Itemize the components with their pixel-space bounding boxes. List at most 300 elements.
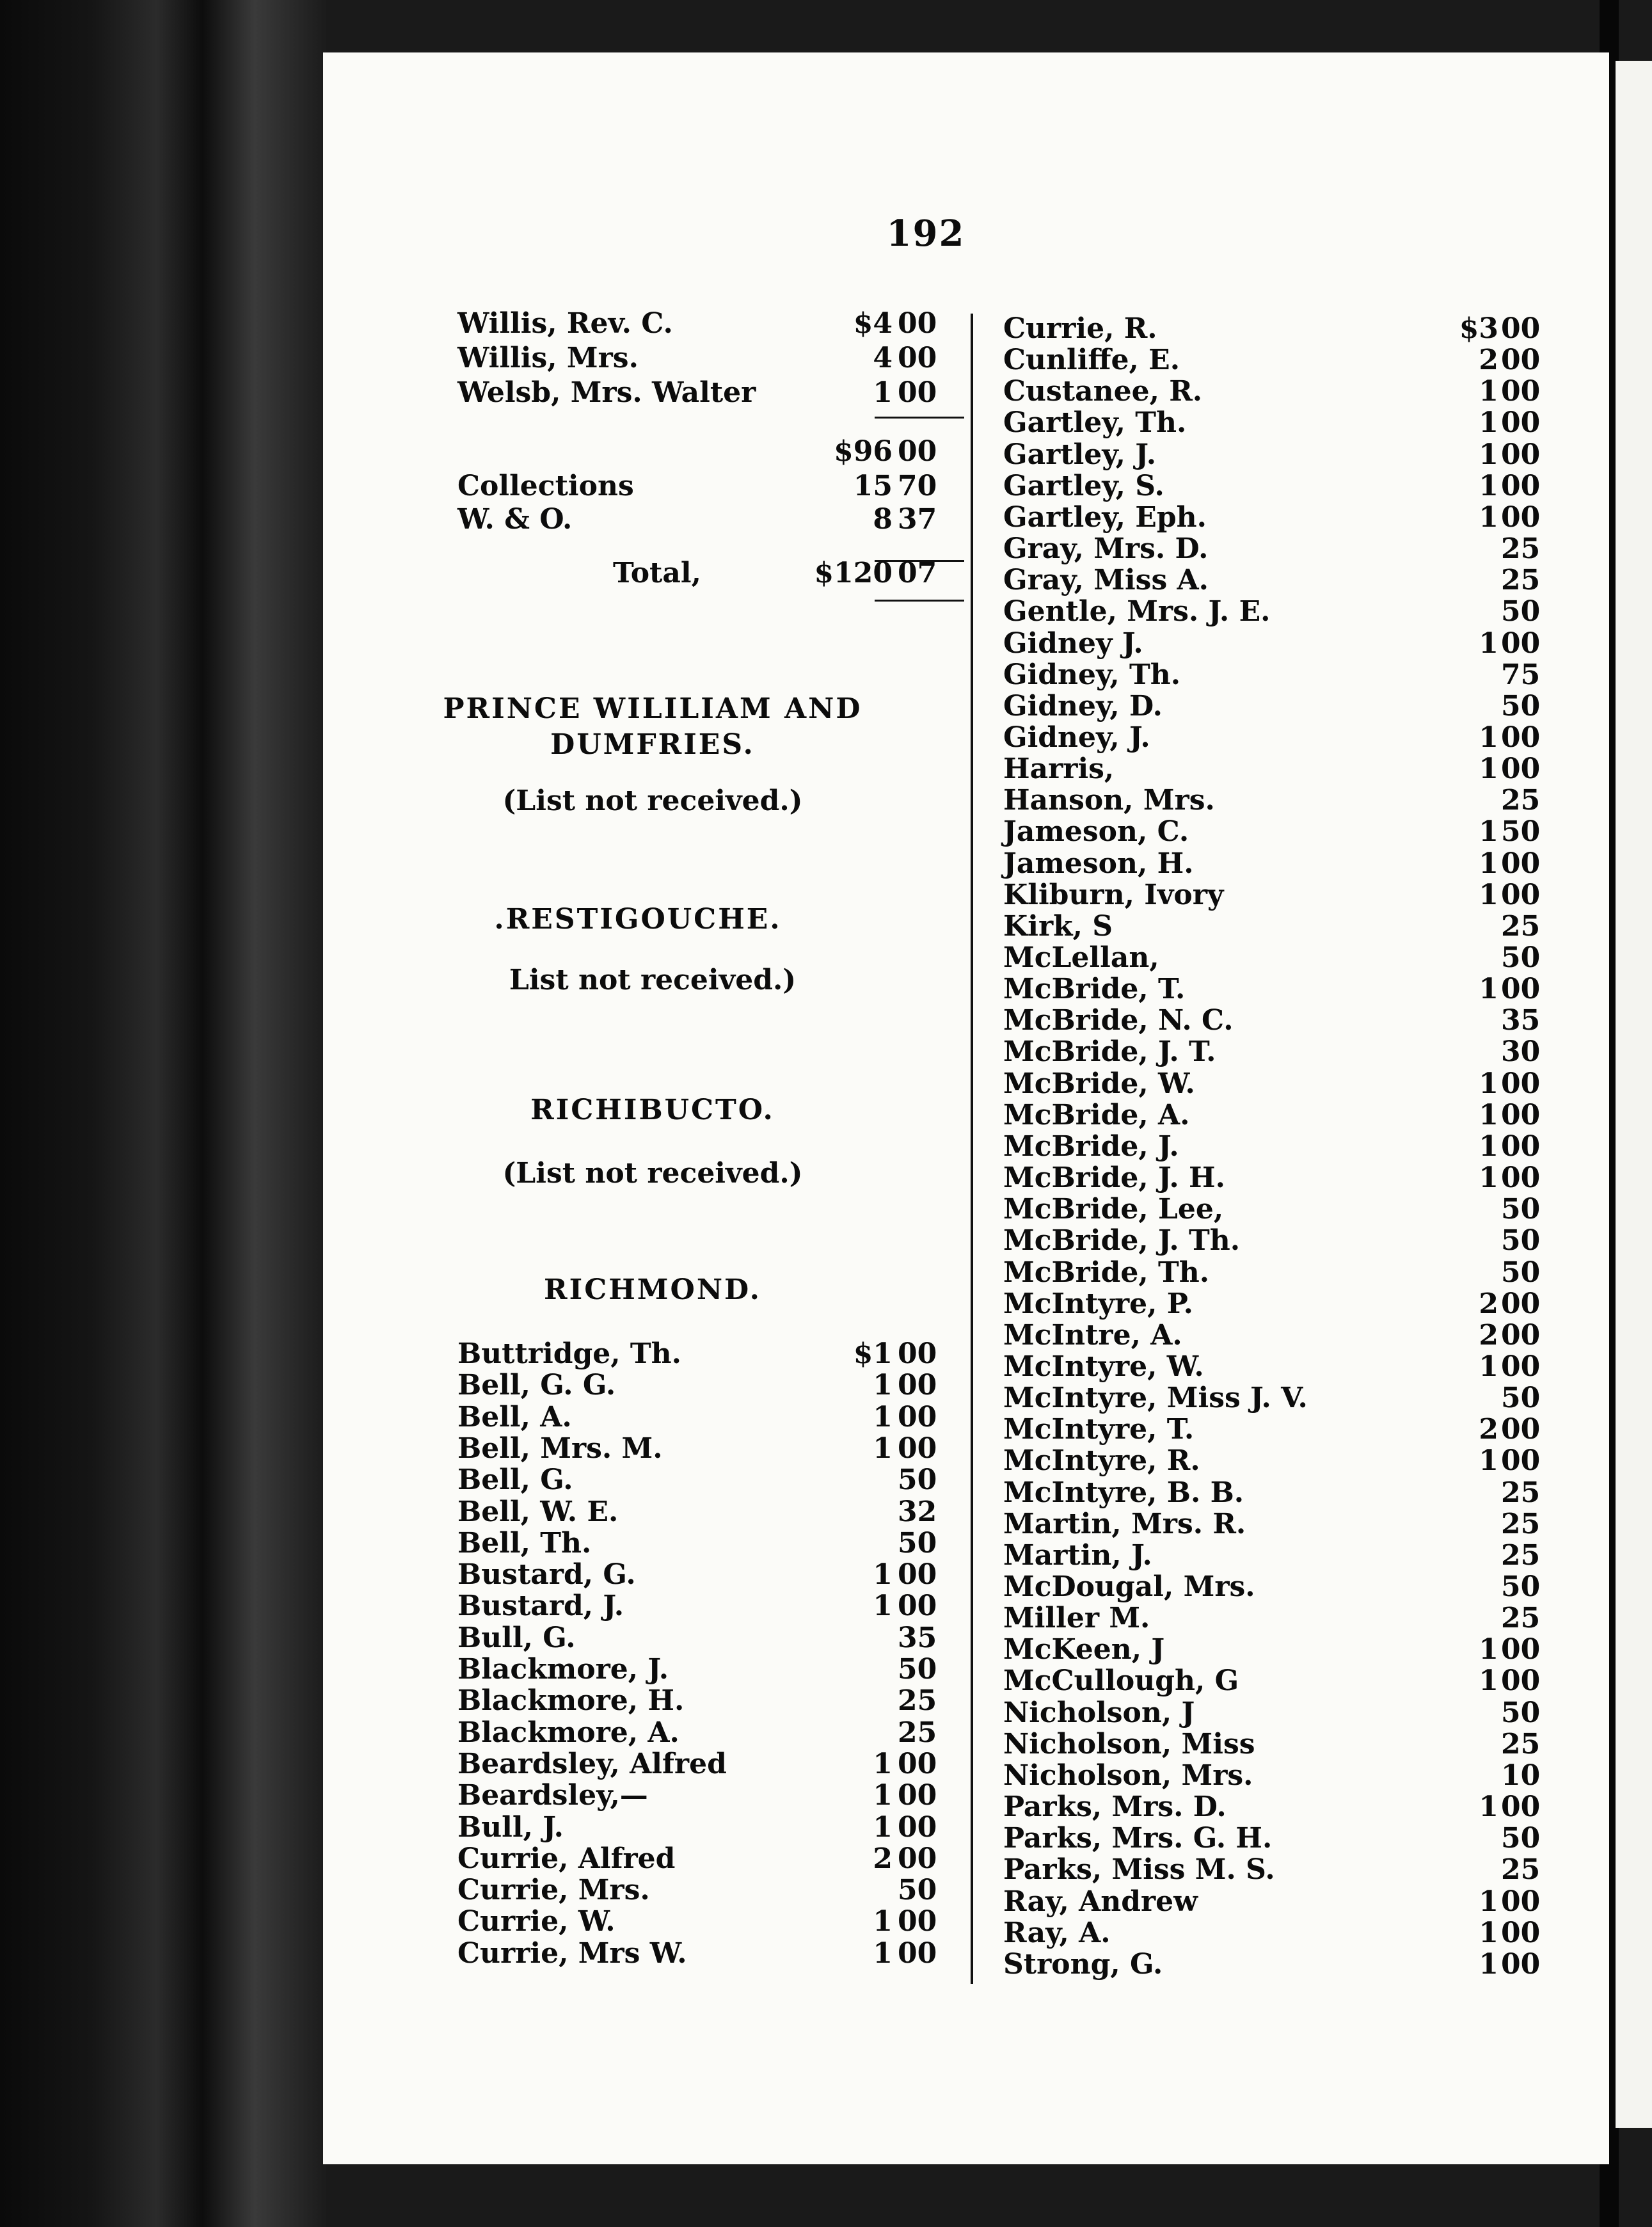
page-number: 192 — [886, 212, 965, 255]
entry-dollars: 1 — [1479, 1664, 1498, 1697]
entry-dollars: 1 — [873, 1811, 893, 1844]
section-heading-richmond: RICHMOND. — [544, 1273, 761, 1306]
entry-cents: 00 — [1501, 312, 1541, 345]
richmond-entry-row — [457, 1874, 969, 1907]
right-entry-row — [1003, 1350, 1560, 1384]
entry-dollars: 1 — [1479, 501, 1498, 534]
right-entry-row — [1003, 1476, 1560, 1510]
entry-dollars: 1 — [1479, 1917, 1498, 1949]
entry-name: Bell, G. G. — [457, 1369, 616, 1401]
entry-dollars: 2 — [1479, 1288, 1498, 1320]
entry-dollars: 1 — [1479, 1161, 1498, 1194]
entry-name: McBride, A. — [1003, 1099, 1190, 1131]
entry-cents: 50 — [1501, 941, 1541, 974]
richmond-entry-row — [457, 1716, 969, 1750]
section-heading-richibucto: RICHIBUCTO. — [530, 1094, 775, 1126]
entry-cents: 25 — [1501, 564, 1541, 596]
entry-dollars: 1 — [1479, 375, 1498, 408]
entry-cents: 00 — [898, 1905, 937, 1938]
right-entry-row — [1003, 973, 1560, 1006]
entry-name: Cunliffe, E. — [1003, 344, 1180, 376]
entry-cents: 00 — [1501, 1885, 1541, 1918]
entry-name: Parks, Miss M. S. — [1003, 1853, 1275, 1886]
right-entry-row — [1003, 406, 1560, 440]
entry-name: McBride, W. — [1003, 1067, 1195, 1100]
right-entry-row — [1003, 1664, 1560, 1698]
richmond-entry-row — [457, 1401, 969, 1434]
entry-name: Bull, J. — [457, 1811, 564, 1844]
entry-dollars: 1 — [873, 1590, 893, 1622]
entry-dollars: 1 — [1479, 721, 1498, 754]
entry-dollars: $96 — [834, 435, 893, 468]
entry-cents: 50 — [1501, 595, 1541, 628]
entry-cents: 25 — [1501, 784, 1541, 817]
section-heading-line: PRINCE WILILIAM AND — [443, 692, 862, 725]
entry-name: McIntyre, R. — [1003, 1444, 1200, 1477]
right-entry-row — [1003, 879, 1560, 912]
entry-dollars: 2 — [1479, 1319, 1498, 1352]
opening-entry-row — [457, 342, 969, 375]
entry-cents: 00 — [1501, 470, 1541, 502]
entry-cents: 25 — [1501, 1853, 1541, 1886]
right-entry-row — [1003, 1382, 1560, 1415]
entry-name: McBride, J. Th. — [1003, 1224, 1241, 1257]
entry-name: Gidney, J. — [1003, 721, 1150, 754]
richmond-entry-row — [457, 1779, 969, 1812]
entry-cents: 00 — [1501, 753, 1541, 785]
entry-cents: 25 — [1501, 1508, 1541, 1540]
right-entry-row — [1003, 1508, 1560, 1541]
entry-cents: 00 — [1501, 847, 1541, 880]
right-entry-row — [1003, 941, 1560, 975]
right-entry-row — [1003, 627, 1560, 660]
entry-dollars: 1 — [1479, 1885, 1498, 1918]
entry-name: W. & O. — [457, 503, 573, 536]
summary-row — [457, 470, 969, 503]
right-entry-row — [1003, 753, 1560, 786]
right-entry-row — [1003, 1822, 1560, 1855]
entry-name: McLellan, — [1003, 941, 1159, 974]
right-entry-row — [1003, 1444, 1560, 1478]
entry-cents: 25 — [1501, 1728, 1541, 1760]
entry-name: McBride, Th. — [1003, 1256, 1210, 1289]
right-entry-row — [1003, 438, 1560, 472]
entry-cents: 00 — [1501, 1099, 1541, 1131]
entry-cents: 00 — [898, 1369, 937, 1401]
entry-cents: 00 — [898, 1842, 937, 1875]
entry-dollars: 1 — [1479, 847, 1498, 880]
right-entry-row — [1003, 564, 1560, 597]
right-entry-row — [1003, 1413, 1560, 1446]
entry-cents: 25 — [898, 1684, 937, 1717]
entry-cents: 75 — [1501, 659, 1541, 691]
entry-dollars: 1 — [1479, 753, 1498, 785]
section-heading-restigouche: .RESTIGOUCHE. — [494, 903, 782, 936]
entry-name: Bell, W. E. — [457, 1496, 619, 1528]
entry-dollars: 1 — [1479, 1067, 1498, 1100]
entry-dollars: 2 — [1479, 1413, 1498, 1446]
entry-cents: 50 — [1501, 1822, 1541, 1855]
entry-dollars: 1 — [1479, 1099, 1498, 1131]
richmond-entry-row — [457, 1653, 969, 1686]
right-entry-row — [1003, 375, 1560, 408]
entry-cents: 00 — [898, 1779, 937, 1812]
entry-dollars: 1 — [873, 1748, 893, 1780]
entry-name: Gidney, Th. — [1003, 659, 1181, 691]
richmond-entry-row — [457, 1369, 969, 1402]
right-entry-row — [1003, 1099, 1560, 1132]
entry-name: Gray, Mrs. D. — [1003, 532, 1209, 565]
richmond-entry-row — [457, 1622, 969, 1655]
entry-dollars: 1 — [1479, 1948, 1498, 1981]
subtotal-rule — [875, 417, 964, 419]
entry-cents: 00 — [898, 342, 937, 374]
right-entry-row — [1003, 1696, 1560, 1730]
entry-name: Hanson, Mrs. — [1003, 784, 1215, 817]
entry-name: McKeen, J — [1003, 1633, 1165, 1666]
entry-name: Jameson, C. — [1003, 815, 1189, 848]
entry-dollars: 2 — [873, 1842, 893, 1875]
entry-cents: 50 — [898, 1653, 937, 1686]
entry-name: Currie, Mrs. — [457, 1874, 650, 1906]
entry-cents: 37 — [898, 503, 937, 536]
entry-cents: 50 — [1501, 1570, 1541, 1603]
entry-cents: 00 — [1501, 501, 1541, 534]
right-entry-row — [1003, 532, 1560, 566]
entry-name: Welsb, Mrs. Walter — [457, 376, 756, 409]
right-entry-row — [1003, 1256, 1560, 1289]
entry-name: Parks, Mrs. D. — [1003, 1791, 1227, 1823]
entry-cents: 00 — [1501, 1067, 1541, 1100]
entry-cents: 50 — [898, 1527, 937, 1560]
entry-cents: 00 — [1501, 1664, 1541, 1697]
richmond-entry-row — [457, 1811, 969, 1844]
entry-cents: 00 — [1501, 1161, 1541, 1194]
entry-name: Blackmore, H. — [457, 1684, 685, 1717]
entry-cents: 25 — [898, 1716, 937, 1749]
entry-dollars: 1 — [1479, 406, 1498, 439]
richmond-entry-row — [457, 1905, 969, 1938]
entry-name: Gidney J. — [1003, 627, 1143, 660]
right-entry-row — [1003, 1759, 1560, 1792]
right-entry-row — [1003, 1917, 1560, 1950]
right-entry-row — [1003, 1948, 1560, 1981]
entry-name: Gartley, Th. — [1003, 406, 1187, 439]
entry-name: Beardsley,— — [457, 1779, 648, 1812]
entry-dollars: 1 — [1479, 627, 1498, 660]
entry-name: Parks, Mrs. G. H. — [1003, 1822, 1273, 1855]
right-entry-row — [1003, 1539, 1560, 1572]
entry-dollars: $1 — [853, 1337, 893, 1370]
entry-cents: 00 — [898, 1401, 937, 1433]
right-entry-row — [1003, 501, 1560, 534]
entry-name: Bell, Th. — [457, 1527, 592, 1560]
summary-row — [457, 503, 969, 536]
entry-cents: 00 — [898, 1748, 937, 1780]
entry-dollars: 1 — [1479, 1130, 1498, 1163]
scan-dark-margin — [0, 0, 326, 2227]
entry-dollars: 8 — [873, 503, 893, 536]
entry-name: Gartley, S. — [1003, 470, 1164, 502]
richmond-entry-row — [457, 1937, 969, 1970]
total-dollars: $120 — [814, 557, 893, 589]
right-entry-row — [1003, 910, 1560, 943]
total-cents: 07 — [898, 557, 937, 589]
entry-cents: 50 — [1501, 1193, 1541, 1225]
richmond-entry-row — [457, 1558, 969, 1592]
entry-name: Willis, Mrs. — [457, 342, 639, 374]
summary-row — [457, 435, 969, 468]
right-entry-row — [1003, 815, 1560, 849]
section-heading-line: DUMFRIES. — [550, 728, 755, 761]
richmond-entry-row — [457, 1527, 969, 1560]
richmond-entry-row — [457, 1684, 969, 1718]
entry-cents: 32 — [898, 1496, 937, 1528]
entry-cents: 10 — [1501, 1759, 1541, 1792]
entry-cents: 25 — [1501, 1539, 1541, 1572]
entry-cents: 50 — [1501, 1224, 1541, 1257]
book-page — [323, 52, 1609, 2164]
right-entry-row — [1003, 1602, 1560, 1635]
entry-cents: 00 — [898, 1811, 937, 1844]
entry-name: Currie, Alfred — [457, 1842, 676, 1875]
right-entry-row — [1003, 312, 1560, 346]
entry-name: Beardsley, Alfred — [457, 1748, 727, 1780]
entry-name: McIntre, A. — [1003, 1319, 1182, 1352]
entry-dollars: 1 — [1479, 879, 1498, 911]
entry-cents: 30 — [1501, 1035, 1541, 1068]
entry-name: Ray, Andrew — [1003, 1885, 1198, 1918]
entry-cents: 00 — [1501, 1444, 1541, 1477]
right-entry-row — [1003, 784, 1560, 817]
total-double-rule — [875, 600, 964, 602]
total-label: Total, — [613, 557, 701, 589]
richmond-entry-row — [457, 1496, 969, 1529]
entry-name: Strong, G. — [1003, 1948, 1163, 1981]
entry-dollars: 1 — [873, 1369, 893, 1401]
entry-cents: 50 — [1501, 815, 1541, 848]
entry-cents: 00 — [898, 1937, 937, 1970]
richmond-entry-row — [457, 1432, 969, 1465]
entry-dollars: 1 — [1479, 470, 1498, 502]
entry-name: McDougal, Mrs. — [1003, 1570, 1255, 1603]
right-entry-row — [1003, 1570, 1560, 1604]
entry-name: Currie, Mrs W. — [457, 1937, 687, 1970]
entry-name: Kliburn, Ivory — [1003, 879, 1224, 911]
entry-name: Custanee, R. — [1003, 375, 1203, 408]
entry-cents: 35 — [1501, 1004, 1541, 1037]
entry-name: Currie, W. — [457, 1905, 616, 1938]
entry-name: Gidney, D. — [1003, 690, 1163, 722]
richmond-entry-row — [457, 1842, 969, 1876]
right-entry-row — [1003, 721, 1560, 754]
right-entry-row — [1003, 1791, 1560, 1824]
right-entry-row — [1003, 1130, 1560, 1163]
entry-name: Bustard, G. — [457, 1558, 636, 1591]
entry-dollars: 1 — [873, 1779, 893, 1812]
richmond-entry-row — [457, 1748, 969, 1781]
entry-cents: 00 — [1501, 344, 1541, 376]
entry-name: McBride, N. C. — [1003, 1004, 1234, 1037]
entry-cents: 25 — [1501, 1602, 1541, 1634]
entry-name: McIntyre, T. — [1003, 1413, 1195, 1446]
right-entry-row — [1003, 1633, 1560, 1666]
entry-cents: 00 — [1501, 1130, 1541, 1163]
entry-name: McIntyre, P. — [1003, 1288, 1193, 1320]
entry-dollars: 1 — [873, 1558, 893, 1591]
entry-cents: 50 — [1501, 1382, 1541, 1414]
entry-cents: 00 — [898, 1558, 937, 1591]
entry-cents: 00 — [1501, 375, 1541, 408]
right-entry-row — [1003, 344, 1560, 377]
entry-cents: 00 — [1501, 627, 1541, 660]
opening-entry-row — [457, 307, 969, 340]
right-entry-row — [1003, 847, 1560, 881]
entry-name: Nicholson, Miss — [1003, 1728, 1255, 1760]
entry-name: Buttridge, Th. — [457, 1337, 681, 1370]
entry-cents: 00 — [898, 376, 937, 409]
entry-name: Blackmore, A. — [457, 1716, 679, 1749]
entry-cents: 00 — [1501, 1948, 1541, 1981]
entry-dollars: 1 — [1479, 973, 1498, 1005]
right-entry-row — [1003, 1319, 1560, 1352]
entry-name: Kirk, S — [1003, 910, 1113, 943]
entry-name: McBride, J. H. — [1003, 1161, 1225, 1194]
entry-cents: 50 — [1501, 1696, 1541, 1729]
right-entry-row — [1003, 1004, 1560, 1037]
section-heading-prince-william — [409, 691, 896, 763]
entry-name: Gartley, J. — [1003, 438, 1157, 471]
entry-cents: 00 — [1501, 1319, 1541, 1352]
entry-name: Martin, J. — [1003, 1539, 1152, 1572]
entry-cents: 25 — [1501, 532, 1541, 565]
entry-dollars: 1 — [1479, 438, 1498, 471]
right-entry-row — [1003, 659, 1560, 692]
adjacent-page-edge — [1616, 61, 1652, 2128]
section-note-prince-william: (List not received.) — [502, 785, 803, 817]
entry-name: McBride, J. T. — [1003, 1035, 1216, 1068]
entry-dollars: 1 — [873, 376, 893, 409]
section-note-restigouche: List not received.) — [509, 964, 797, 996]
entry-cents: 50 — [1501, 1256, 1541, 1289]
right-entry-row — [1003, 1885, 1560, 1919]
richmond-entry-row — [457, 1337, 969, 1371]
right-entry-row — [1003, 1288, 1560, 1321]
entry-name: Bell, A. — [457, 1401, 572, 1433]
entry-cents: 00 — [898, 1432, 937, 1465]
entry-dollars: 1 — [1479, 1791, 1498, 1823]
entry-name: Bell, G. — [457, 1464, 573, 1496]
right-entry-row — [1003, 1728, 1560, 1761]
entry-name: McBride, Lee, — [1003, 1193, 1224, 1225]
entry-cents: 00 — [898, 1590, 937, 1622]
entry-cents: 00 — [1501, 1413, 1541, 1446]
entry-dollars: 1 — [1479, 815, 1498, 848]
entry-cents: 50 — [898, 1464, 937, 1496]
entry-cents: 00 — [898, 307, 937, 340]
entry-dollars: 1 — [1479, 1633, 1498, 1666]
entry-name: Gentle, Mrs. J. E. — [1003, 595, 1271, 628]
entry-cents: 00 — [1501, 1350, 1541, 1383]
right-entry-row — [1003, 1224, 1560, 1257]
entry-name: Collections — [457, 470, 634, 502]
right-entry-row — [1003, 1853, 1560, 1887]
right-entry-row — [1003, 690, 1560, 723]
entry-cents: 00 — [1501, 1917, 1541, 1949]
entry-name: McIntyre, B. B. — [1003, 1476, 1244, 1509]
entry-name: McBride, J. — [1003, 1130, 1179, 1163]
richmond-entry-row — [457, 1590, 969, 1623]
entry-name: Gartley, Eph. — [1003, 501, 1207, 534]
entry-cents: 50 — [1501, 690, 1541, 722]
entry-name: Nicholson, Mrs. — [1003, 1759, 1253, 1792]
entry-cents: 00 — [1501, 973, 1541, 1005]
richmond-entry-row — [457, 1464, 969, 1497]
entry-cents: 00 — [898, 1337, 937, 1370]
entry-cents: 00 — [1501, 1288, 1541, 1320]
entry-dollars: 4 — [873, 342, 893, 374]
total-row — [457, 557, 969, 590]
entry-dollars: 1 — [873, 1905, 893, 1938]
entry-cents: 00 — [1501, 721, 1541, 754]
right-entry-row — [1003, 1161, 1560, 1195]
entry-name: Nicholson, J — [1003, 1696, 1195, 1729]
entry-name: Jameson, H. — [1003, 847, 1194, 880]
entry-name: Miller M. — [1003, 1602, 1150, 1634]
entry-name: Ray, A. — [1003, 1917, 1111, 1949]
entry-name: Bustard, J. — [457, 1590, 624, 1622]
entry-cents: 00 — [1501, 438, 1541, 471]
entry-cents: 00 — [898, 435, 937, 468]
right-entry-row — [1003, 1035, 1560, 1069]
entry-name: McCullough, G — [1003, 1664, 1239, 1697]
entry-name: Blackmore, J. — [457, 1653, 669, 1686]
entry-name: Bell, Mrs. M. — [457, 1432, 663, 1465]
entry-dollars: 1 — [873, 1432, 893, 1465]
entry-cents: 00 — [1501, 1633, 1541, 1666]
entry-cents: 35 — [898, 1622, 937, 1654]
entry-name: Bull, G. — [457, 1622, 576, 1654]
entry-cents: 25 — [1501, 910, 1541, 943]
entry-name: McIntyre, Miss J. V. — [1003, 1382, 1308, 1414]
opening-entry-row — [457, 376, 969, 410]
entry-name: Currie, R. — [1003, 312, 1157, 345]
entry-cents: 70 — [898, 470, 937, 502]
entry-cents: 00 — [1501, 406, 1541, 439]
entry-cents: 00 — [1501, 879, 1541, 911]
entry-dollars: $3 — [1459, 312, 1498, 345]
entry-cents: 50 — [898, 1874, 937, 1906]
right-entry-row — [1003, 470, 1560, 503]
entry-dollars: 15 — [853, 470, 893, 502]
entry-name: Gray, Miss A. — [1003, 564, 1209, 596]
entry-name: McBride, T. — [1003, 973, 1186, 1005]
entry-name: McIntyre, W. — [1003, 1350, 1204, 1383]
entry-dollars: 1 — [873, 1937, 893, 1970]
entry-dollars: 1 — [873, 1401, 893, 1433]
entry-dollars: 2 — [1479, 344, 1498, 376]
right-entry-row — [1003, 1193, 1560, 1226]
entry-dollars: 1 — [1479, 1444, 1498, 1477]
entry-cents: 25 — [1501, 1476, 1541, 1509]
entry-name: Willis, Rev. C. — [457, 307, 673, 340]
column-divider — [971, 314, 973, 1984]
entry-cents: 00 — [1501, 1791, 1541, 1823]
entry-name: Harris, — [1003, 753, 1115, 785]
right-entry-row — [1003, 1067, 1560, 1101]
section-note-richibucto: (List not received.) — [502, 1157, 803, 1190]
right-entry-row — [1003, 595, 1560, 628]
